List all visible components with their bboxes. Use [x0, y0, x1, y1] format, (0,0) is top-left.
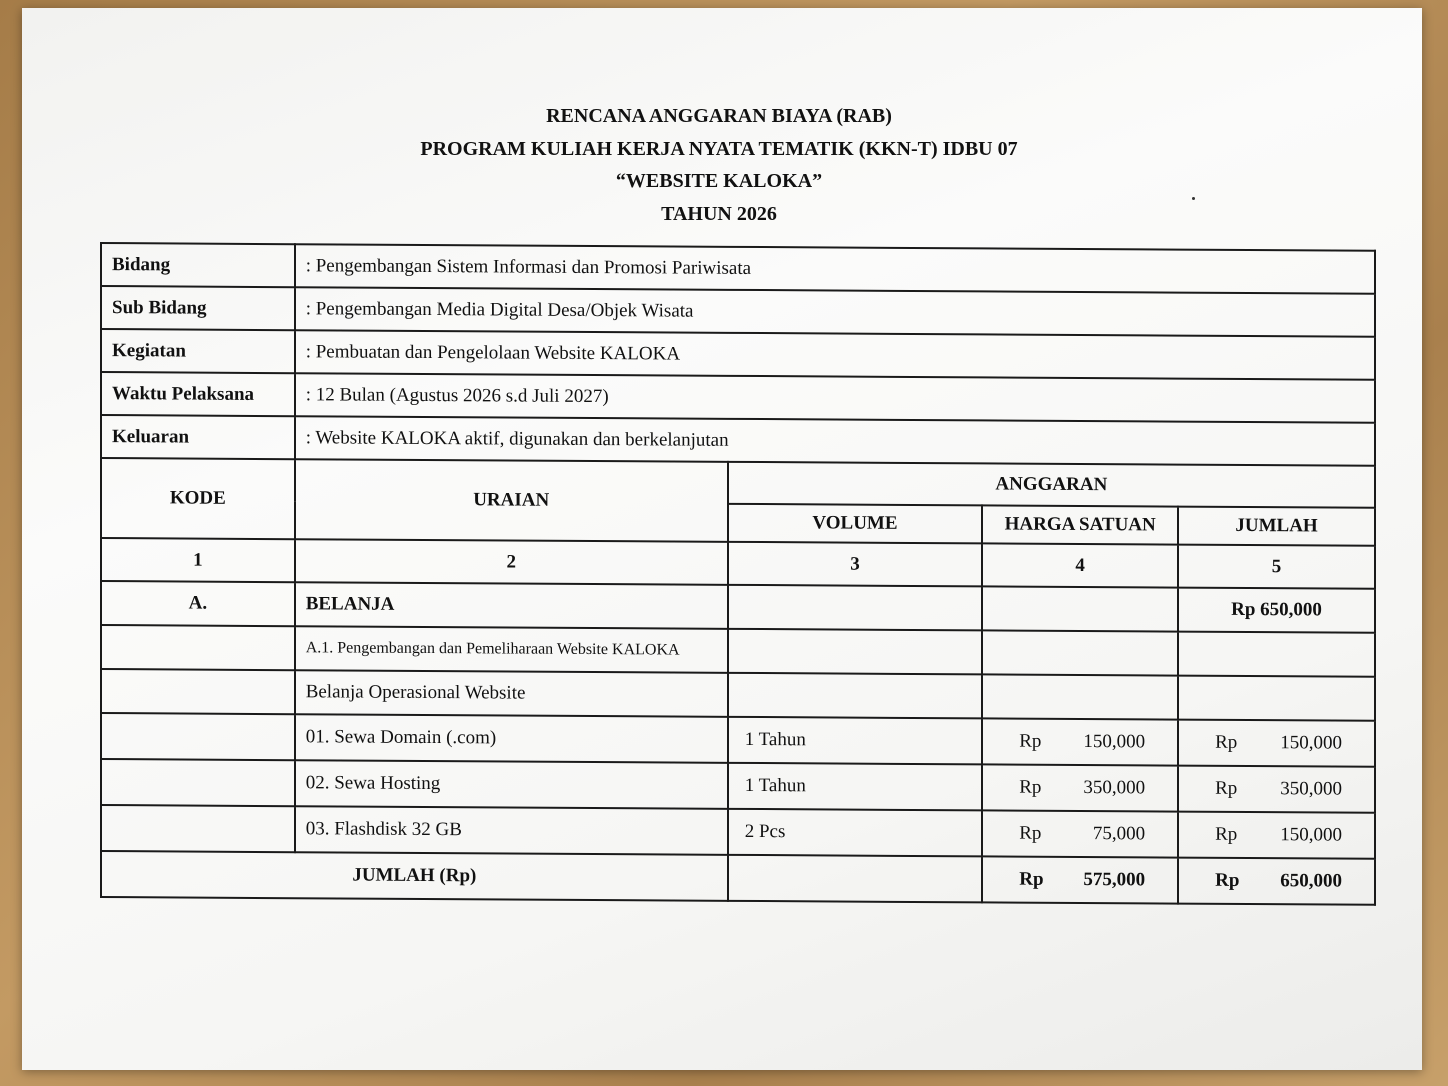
subsection-uraian: A.1. Pengembangan dan Pemeliharaan Website KALOKA — [295, 626, 728, 673]
info-label: Waktu Pelaksana — [101, 372, 295, 416]
subsection-row — [101, 669, 1375, 721]
item-jumlah — [1178, 812, 1375, 859]
col-header-anggaran: ANGGARAN — [728, 462, 1375, 508]
empty-cell — [101, 805, 295, 852]
info-value: : Pengembangan Media Digital Desa/Objek Wisata — [295, 287, 1375, 337]
info-row-keluaran — [101, 415, 1375, 466]
item-row — [101, 805, 1375, 859]
item-harga — [982, 810, 1178, 857]
info-label: Keluaran — [101, 415, 295, 459]
info-label: Kegiatan — [101, 329, 295, 373]
ink-dot — [1192, 197, 1195, 200]
currency-label: Rp — [1215, 731, 1238, 753]
empty-cell — [728, 673, 983, 719]
col-header-kode: KODE — [101, 458, 295, 539]
item-uraian: 02. Sewa Hosting — [295, 760, 728, 809]
info-value: : Pembuatan dan Pengelolaan Website KALOKA — [295, 330, 1375, 380]
empty-cell — [728, 585, 983, 631]
total-label: JUMLAH (Rp) — [101, 851, 728, 901]
col-number: 5 — [1178, 545, 1375, 589]
empty-cell — [101, 669, 295, 714]
empty-cell — [101, 625, 295, 670]
section-uraian: BELANJA — [295, 582, 728, 629]
item-jumlah — [1178, 720, 1375, 767]
col-number: 3 — [728, 542, 983, 587]
empty-cell — [1178, 632, 1375, 677]
empty-cell — [982, 586, 1178, 631]
item-harga — [982, 764, 1178, 811]
item-harga-value: 75,000 — [1092, 823, 1146, 845]
section-kode: A. — [101, 581, 295, 626]
col-number: 1 — [101, 538, 295, 582]
total-harga — [982, 856, 1178, 903]
total-jumlah-value: 650,000 — [1280, 870, 1342, 892]
currency-label: Rp — [1215, 777, 1238, 799]
col-header-uraian: URAIAN — [295, 459, 728, 542]
col-header-volume: VOLUME — [728, 504, 983, 544]
title-year: TAHUN 2026 — [661, 202, 777, 225]
item-jumlah-value: 150,000 — [1280, 732, 1342, 754]
item-volume: 1 Tahun — [728, 763, 983, 811]
item-harga — [982, 718, 1178, 765]
header-row-top — [101, 458, 1375, 508]
total-jumlah — [1178, 858, 1375, 905]
info-row-bidang — [101, 243, 1375, 294]
currency-label: Rp — [1019, 776, 1042, 798]
title-program: PROGRAM KULIAH KERJA NYATA TEMATIK (KKN-T) IDBU 07 — [420, 137, 1018, 160]
empty-cell — [982, 630, 1178, 675]
currency-label: Rp — [1215, 869, 1240, 891]
info-row-waktu — [101, 372, 1375, 423]
subsection-row — [101, 625, 1375, 677]
budget-table — [100, 242, 1376, 906]
total-row — [101, 851, 1375, 905]
currency-label: Rp — [1019, 730, 1042, 752]
item-harga-value: 150,000 — [1083, 731, 1146, 753]
item-row — [101, 713, 1375, 767]
empty-cell — [101, 759, 295, 806]
title-rab: RENCANA ANGGARAN BIAYA (RAB) — [546, 105, 892, 127]
item-row — [101, 759, 1375, 813]
item-uraian: 03. Flashdisk 32 GB — [295, 806, 728, 855]
info-row-kegiatan — [101, 329, 1375, 380]
total-harga-value: 575,000 — [1083, 869, 1146, 891]
document-title-block — [0, 100, 1448, 230]
currency-label: Rp — [1019, 868, 1044, 890]
item-volume: 2 Pcs — [728, 809, 983, 857]
item-volume: 1 Tahun — [728, 717, 983, 765]
empty-cell — [1178, 676, 1375, 721]
empty-cell — [728, 855, 983, 903]
info-value: : Pengembangan Sistem Informasi dan Promosi Pariwisata — [295, 244, 1375, 294]
section-row-belanja — [101, 581, 1375, 633]
col-header-jumlah: JUMLAH — [1178, 507, 1375, 546]
col-number: 2 — [295, 539, 728, 585]
info-value: : Website KALOKA aktif, digunakan dan berkelanjutan — [295, 416, 1375, 466]
title-website: “WEBSITE KALOKA” — [615, 170, 823, 192]
column-number-row — [101, 538, 1375, 589]
item-uraian: 01. Sewa Domain (.com) — [295, 714, 728, 763]
info-value: : 12 Bulan (Agustus 2026 s.d Juli 2027) — [295, 373, 1375, 423]
currency-label: Rp — [1215, 823, 1238, 845]
item-jumlah — [1178, 766, 1375, 813]
item-jumlah-value: 350,000 — [1280, 778, 1342, 800]
info-label: Bidang — [101, 243, 295, 287]
empty-cell — [728, 629, 983, 675]
currency-label: Rp — [1019, 822, 1042, 844]
item-harga-value: 350,000 — [1083, 777, 1146, 799]
empty-cell — [101, 713, 295, 760]
info-row-sub-bidang — [101, 286, 1375, 337]
section-jumlah: Rp 650,000 — [1178, 588, 1375, 633]
item-jumlah-value: 150,000 — [1280, 824, 1342, 846]
info-label: Sub Bidang — [101, 286, 295, 330]
subsection-uraian: Belanja Operasional Website — [295, 670, 728, 717]
empty-cell — [982, 674, 1178, 719]
col-header-harga: HARGA SATUAN — [982, 505, 1178, 544]
col-number: 4 — [982, 543, 1178, 587]
